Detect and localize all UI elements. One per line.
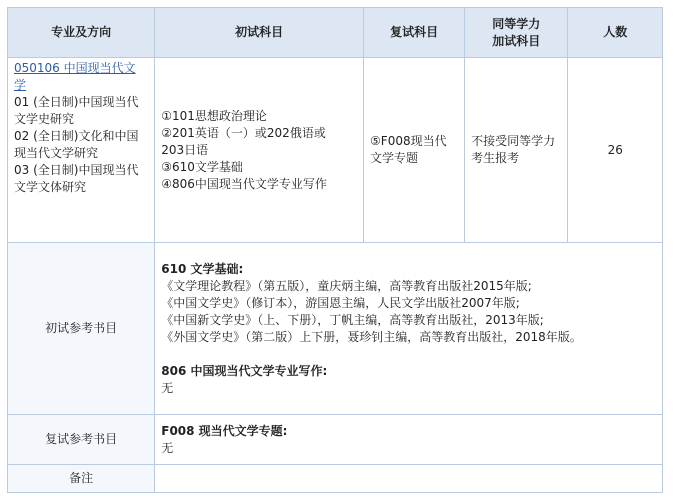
major-cell [8,58,155,243]
direction-line: 现当代文学研究 [14,146,99,160]
admission-table-wrapper [7,7,663,493]
first-refs-content [155,243,663,415]
major-row [8,58,663,243]
ref-none-value: 无 [161,380,174,395]
notes-content [155,465,663,493]
direction-line: 03 (全日制)中国现当代 [14,163,139,177]
equivalent-extra-cell [465,58,568,243]
first-refs-label: 初试参考书目 [8,243,155,415]
direction-line: 01 (全日制)中国现当代 [14,95,139,109]
header-equiv-line1: 同等学力 [492,16,541,31]
retest-refs-row [8,415,663,465]
first-subject-item: ①101思想政治理论 [161,108,267,123]
first-subject-item: ②201英语（一）或202俄语或 [161,125,326,140]
retest-refs-label: 复试参考书目 [8,415,155,465]
notes-row [8,465,663,493]
retest-subjects-cell [364,58,465,243]
admission-table [7,7,663,493]
ref-book-item: 《中国文学史》（修订本），游国恩主编，人民文学出版社2007年版; [161,295,520,310]
major-code-link[interactable]: 050106 中国现当代文 [14,61,136,75]
ref-book-item: 《文学理论教程》（第五版），童庆炳主编，高等教育出版社2015年版; [161,278,532,293]
count-cell: 26 [568,58,663,243]
equiv-line1: 不接受同等学力 [471,134,556,148]
ref-spacer [161,346,656,363]
first-refs-row [8,243,663,415]
retest-refs-content [155,415,663,465]
ref-section-title: 610 文学基础: [161,261,244,276]
header-major: 专业及方向 [8,8,155,58]
retest-subject-line2: 文学专题 [370,151,419,165]
header-equiv-line2: 加试科目 [492,33,541,48]
ref-none-value: 无 [161,440,174,455]
direction-line: 文学文体研究 [14,180,87,194]
ref-section-title: F008 现当代文学专题: [161,423,288,438]
header-count: 人数 [568,8,663,58]
ref-section-title: 806 中国现当代文学专业写作: [161,363,328,378]
ref-book-item: 《中国新文学史》（上、下册），丁帆主编，高等教育出版社，2013年版; [161,312,544,327]
header-equivalent-extra [465,8,568,58]
major-code-link-cont[interactable]: 学 [14,78,27,92]
direction-line: 文学史研究 [14,112,75,126]
header-row [8,8,663,58]
header-retest-subjects: 复试科目 [364,8,465,58]
first-subjects-cell [155,58,364,243]
direction-line: 02 (全日制)文化和中国 [14,129,139,143]
header-first-subjects: 初试科目 [155,8,364,58]
equiv-line2: 考生报考 [471,151,520,165]
first-subject-item: ③610文学基础 [161,159,243,174]
first-subject-item: ④806中国现当代文学专业写作 [161,176,327,191]
notes-label: 备注 [8,465,155,493]
ref-book-item: 《外国文学史》（第二版）上下册，聂珍钊主编，高等教育出版社，2018年版。 [161,329,582,344]
first-subject-item: 203日语 [161,142,209,157]
retest-subject-line1: ⑤F008现当代 [370,134,447,148]
